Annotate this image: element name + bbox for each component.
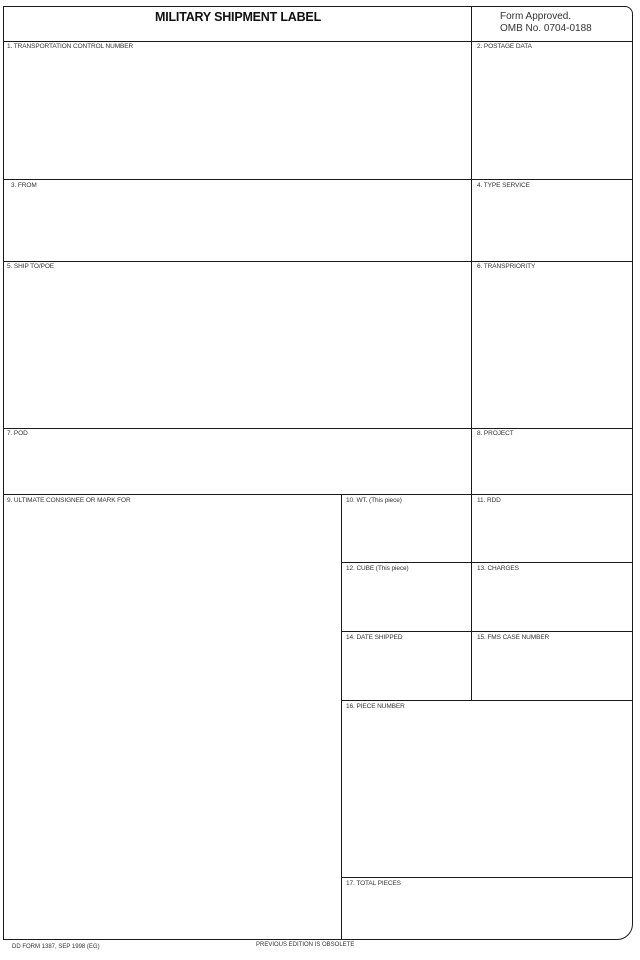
- field-5-label: 5. SHIP TO/POE: [7, 263, 55, 270]
- approval-line-2: OMB No. 0704-0188: [500, 23, 592, 34]
- form-border: [3, 6, 633, 940]
- field-11-label: 11. RDD: [477, 497, 501, 504]
- form-approval: [500, 11, 592, 35]
- field-12-label: 12. CUBE (This piece): [346, 565, 409, 572]
- field-3-label: 3. FROM: [11, 182, 37, 189]
- divider-lower-vertical: [341, 494, 342, 940]
- divider-row-1: [3, 179, 633, 180]
- divider-main-vertical: [471, 6, 472, 701]
- field-8-label: 8. PROJECT: [477, 430, 514, 437]
- field-2-label: 2. POSTAGE DATA: [477, 43, 532, 50]
- divider-row-6: [341, 631, 633, 632]
- divider-row-7: [341, 700, 633, 701]
- field-7-label: 7. POD: [7, 430, 28, 437]
- field-14-label: 14. DATE SHIPPED: [346, 634, 403, 641]
- field-10-label: 10. WT. (This piece): [346, 497, 402, 504]
- divider-row-2: [3, 261, 633, 262]
- field-17-label: 17. TOTAL PIECES: [346, 880, 401, 887]
- divider-row-5: [341, 562, 633, 563]
- field-1-label: 1. TRANSPORTATION CONTROL NUMBER: [7, 43, 134, 50]
- approval-line-1: Form Approved.: [500, 11, 572, 22]
- form-number: DD FORM 1387, SEP 1998 (EG): [12, 944, 100, 950]
- divider-header: [3, 41, 633, 42]
- field-9-label: 9. ULTIMATE CONSIGNEE OR MARK FOR: [7, 497, 131, 504]
- field-15-label: 15. FMS CASE NUMBER: [477, 634, 550, 641]
- field-6-label: 6. TRANSPRIORITY: [477, 263, 536, 270]
- field-16-label: 16. PIECE NUMBER: [346, 703, 405, 710]
- field-4-label: 4. TYPE SERVICE: [477, 182, 530, 189]
- divider-row-4: [3, 494, 633, 495]
- divider-row-3: [3, 428, 633, 429]
- obsolete-notice: PREVIOUS EDITION IS OBSOLETE: [256, 942, 355, 948]
- divider-row-8: [341, 877, 633, 878]
- form-title: MILITARY SHIPMENT LABEL: [155, 10, 321, 24]
- field-13-label: 13. CHARGES: [477, 565, 519, 572]
